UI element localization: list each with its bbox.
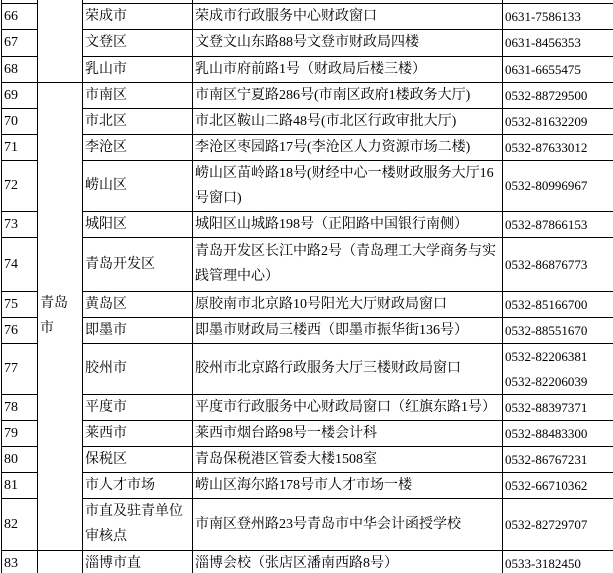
address-cell: 文登文山东路88号文登市财政局四楼 [193,29,503,56]
row-number-cell: 71 [2,134,38,160]
table-row [2,446,613,472]
address-cell: 平度市行政服务中心财政局窗口（红旗东路1号） [193,394,503,420]
row-number-cell: 68 [2,56,38,82]
district-cell: 即墨市 [83,317,193,343]
table-row [2,550,613,573]
table-row [2,29,613,56]
row-number-cell: 82 [2,498,38,550]
district-cell: 乳山市 [83,56,193,82]
address-cell: 乳山市府前路1号（财政局后楼三楼） [193,56,503,82]
row-number-cell: 76 [2,317,38,343]
address-cell: 荣成市行政服务中心财政窗口 [193,3,503,29]
address-cell: 胶州市北京路行政服务大厅三楼财政局窗口 [193,343,503,394]
row-number-cell: 79 [2,420,38,446]
table-row [2,237,613,291]
table-row [2,317,613,343]
city-cell [38,0,83,82]
address-cell: 莱西市烟台路98号一楼会计科 [193,420,503,446]
district-cell: 李沧区 [83,134,193,160]
district-cell: 城阳区 [83,211,193,237]
table-row [2,3,613,29]
phone-line-2: 0532-82206039 [505,373,588,389]
row-number-cell: 70 [2,108,38,134]
district-cell: 市直及驻青单位审核点 [83,498,193,550]
address-cell: 市南区宁夏路286号(市南区政府1楼政务大厅) [193,82,503,108]
table-row [2,343,613,394]
table-row [2,134,613,160]
table-row [2,82,613,108]
row-number-cell: 67 [2,29,38,56]
district-cell: 保税区 [83,446,193,472]
table-row [2,160,613,211]
district-cell: 黄岛区 [83,291,193,317]
city-cell [38,550,83,573]
district-cell: 崂山区 [83,160,193,211]
row-number-cell: 83 [2,550,38,573]
table-row [2,108,613,134]
phone-cell: 0532-87866153 [503,211,613,237]
table-row [2,498,613,550]
address-cell: 城阳区山城路198号（正阳路中国银行南侧） [193,211,503,237]
row-number-cell: 66 [2,3,38,29]
phone-cell: 0631-7586133 [503,3,613,29]
row-number-cell: 80 [2,446,38,472]
phone-cell: 0532-86876773 [503,237,613,291]
phone-cell: 0631-8456353 [503,29,613,56]
phone-cell: 0532-88483300 [503,420,613,446]
table-row [2,56,613,82]
phone-cell: 0532-88729500 [503,82,613,108]
phone-cell: 0532-80996967 [503,160,613,211]
city-cell-qingdao: 青岛市 [38,82,83,550]
district-cell: 青岛开发区 [83,237,193,291]
district-cell: 市人才市场 [83,472,193,498]
address-cell: 崂山区海尔路178号市人才市场一楼 [193,472,503,498]
table-row [2,394,613,420]
row-number-cell: 75 [2,291,38,317]
row-number-cell: 72 [2,160,38,211]
phone-cell [503,343,613,394]
address-cell: 淄博会校（张店区潘南西路8号） [193,550,503,573]
address-cell: 崂山区苗岭路18号(财经中心一楼财政服务大厅16号窗口) [193,160,503,211]
phone-cell: 0532-88397371 [503,394,613,420]
district-cell: 荣成市 [83,3,193,29]
office-table [1,0,613,573]
phone-cell: 0532-87633012 [503,134,613,160]
table-row [2,291,613,317]
district-cell: 胶州市 [83,343,193,394]
district-cell: 平度市 [83,394,193,420]
row-number-cell: 81 [2,472,38,498]
address-cell: 市南区登州路23号青岛市中华会计函授学校 [193,498,503,550]
phone-line-1: 0532-82206381 [505,348,588,364]
row-number-cell: 74 [2,237,38,291]
address-cell: 市北区鞍山二路48号(市北区行政审批大厅) [193,108,503,134]
district-cell: 莱西市 [83,420,193,446]
phone-cell: 0533-3182450 [503,550,613,573]
phone-cell: 0532-86767231 [503,446,613,472]
address-cell: 青岛开发区长江中路2号（青岛理工大学商务与实践管理中心） [193,237,503,291]
phone-cell: 0532-88551670 [503,317,613,343]
table-row [2,420,613,446]
phone-cell: 0631-6655475 [503,56,613,82]
address-cell: 即墨市财政局三楼西（即墨市振华街136号） [193,317,503,343]
row-number-cell: 78 [2,394,38,420]
district-cell: 市北区 [83,108,193,134]
phone-cell: 0532-85166700 [503,291,613,317]
address-cell: 青岛保税港区管委大楼1508室 [193,446,503,472]
row-number-cell: 69 [2,82,38,108]
district-cell: 文登区 [83,29,193,56]
table-row [2,472,613,498]
phone-cell: 0532-66710362 [503,472,613,498]
address-cell: 李沧区枣园路17号(李沧区人力资源市场二楼) [193,134,503,160]
district-cell: 淄博市直 [83,550,193,573]
table-row [2,211,613,237]
row-number-cell: 73 [2,211,38,237]
row-number-cell: 77 [2,343,38,394]
district-cell: 市南区 [83,82,193,108]
phone-cell: 0532-81632209 [503,108,613,134]
phone-cell: 0532-82729707 [503,498,613,550]
address-cell: 原胶南市北京路10号阳光大厅财政局窗口 [193,291,503,317]
